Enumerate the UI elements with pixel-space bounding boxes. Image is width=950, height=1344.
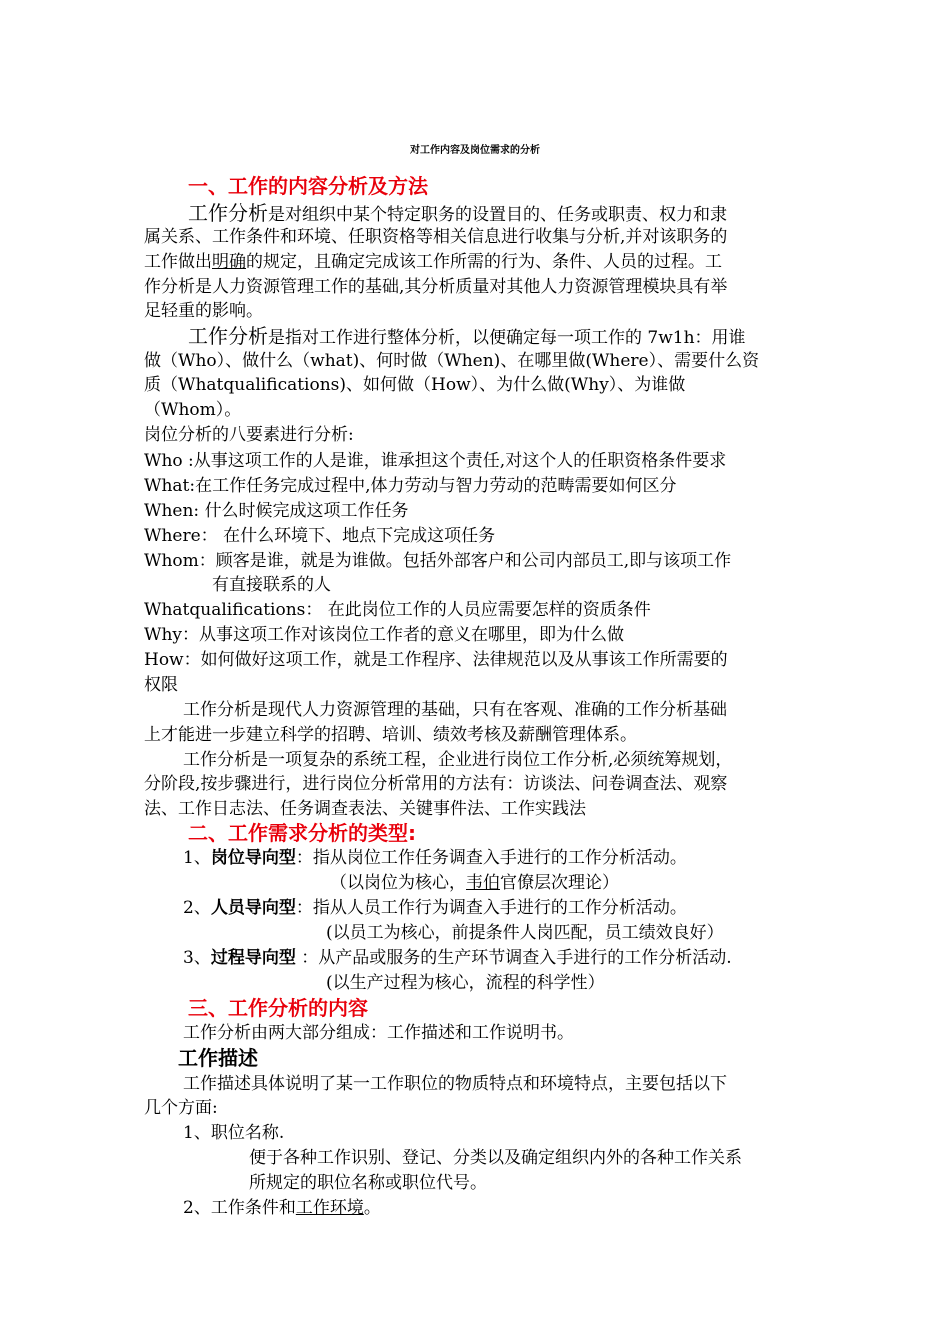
text: 工作做出 xyxy=(144,252,212,272)
section1-heading: 一、工作的内容分析及方法 xyxy=(188,174,428,198)
element-how-cont: 权限 xyxy=(144,675,178,695)
paragraph-line: 足轻重的影响。 xyxy=(144,301,263,321)
element-when: When: 什么时候完成这项工作任务 xyxy=(144,501,409,521)
sub-heading-job-description: 工作描述 xyxy=(178,1046,258,1070)
type-note: (以生产过程为核心，流程的科学性） xyxy=(326,973,605,993)
underlined-text: 明确 xyxy=(212,252,246,272)
list-item-detail: 便于各种工作识别、登记、分类以及确定组织内外的各种工作关系 xyxy=(249,1148,742,1168)
element-whatqualifications: Whatqualifications： 在此岗位工作的人员应需要怎样的资质条件 xyxy=(144,600,651,620)
text: （以岗位为核心， xyxy=(330,873,466,893)
element-where: Where： 在什么环境下、地点下完成这项任务 xyxy=(144,526,496,546)
paragraph-line: 工作描述具体说明了某一工作职位的物质特点和环境特点，主要包括以下 xyxy=(183,1074,727,1094)
paragraph-line: 质（Whatqualifications)、如何做（How）、为什么做(Why）、为谁做 xyxy=(144,375,686,395)
section2-heading: 二、工作需求分析的类型: xyxy=(188,821,416,845)
paragraph-line: 几个方面: xyxy=(144,1098,218,1118)
text: 2、工作条件和 xyxy=(183,1198,296,1218)
type-item xyxy=(183,846,687,870)
text: 是对组织中某个特定职务的设置目的、任务或职责、权力和隶 xyxy=(268,205,727,225)
paragraph-line: 法、工作日志法、任务调查表法、关键事件法、工作实践法 xyxy=(144,799,586,819)
paragraph-line xyxy=(188,324,746,350)
type-name: 过程导向型 xyxy=(210,948,296,968)
section3-heading: 三、工作分析的内容 xyxy=(188,996,368,1020)
list-item-detail: 所规定的职位名称或职位代号。 xyxy=(249,1173,487,1193)
type-note: (以员工为核心，前提条件人岗匹配，员工绩效良好） xyxy=(326,923,724,943)
section3-intro: 工作分析由两大部分组成：工作描述和工作说明书。 xyxy=(183,1023,574,1043)
element-who: Who :从事这项工作的人是谁，谁承担这个责任,对这个人的任职资格条件要求 xyxy=(144,451,727,471)
paragraph-line: 分阶段,按步骤进行，进行岗位分析常用的方法有：访谈法、问卷调查法、观察 xyxy=(144,774,728,794)
separator: ： xyxy=(295,898,313,918)
eight-elements-intro: 岗位分析的八要素进行分析: xyxy=(144,425,354,445)
item-number: 1、 xyxy=(183,848,211,868)
element-whom: Whom：顾客是谁，就是为谁做。包括外部客户和公司内部员工,即与该项工作 xyxy=(144,551,732,571)
term-lead: 工作分析 xyxy=(188,201,268,225)
paragraph-line xyxy=(144,250,722,274)
separator: ： xyxy=(295,848,313,868)
list-item: 1、职位名称. xyxy=(183,1123,285,1143)
list-item xyxy=(183,1196,381,1220)
type-description: 指从人员工作行为调查入手进行的工作分析活动。 xyxy=(312,898,687,918)
type-description: 从产品或服务的生产环节调查入手进行的工作分析活动. xyxy=(318,948,732,968)
paragraph-line: 做（Who）、做什么（what)、何时做（When)、在哪里做(Where）、需要什么资 xyxy=(144,351,760,371)
separator: ： xyxy=(295,948,319,968)
text: 官僚层次理论） xyxy=(500,873,619,893)
underlined-text: 工作环境 xyxy=(295,1198,364,1218)
element-how: How：如何做好这项工作，就是工作程序、法律规范以及从事该工作所需要的 xyxy=(144,650,728,670)
paragraph-line xyxy=(188,201,727,227)
text: 是指对工作进行整体分析，以便确定每一项工作的 7w1h：用谁 xyxy=(268,328,746,348)
underlined-text: 韦伯 xyxy=(466,873,500,893)
paragraph-line: 上才能进一步建立科学的招聘、培训、绩效考核及薪酬管理体系。 xyxy=(144,725,637,745)
type-name: 岗位导向型 xyxy=(210,848,296,868)
paragraph-line: 工作分析是现代人力资源管理的基础，只有在客观、准确的工作分析基础 xyxy=(183,700,727,720)
paragraph-line: （Whom）。 xyxy=(144,400,242,420)
page-title: 对工作内容及岗位需求的分析 xyxy=(410,145,540,156)
type-note xyxy=(330,871,619,895)
text: 的规定，且确定完成该工作所需的行为、条件、人员的过程。工 xyxy=(246,252,722,272)
paragraph-line: 属关系、工作条件和环境、任职资格等相关信息进行收集与分析,并对该职务的 xyxy=(144,227,728,247)
item-number: 3、 xyxy=(183,948,211,968)
type-name: 人员导向型 xyxy=(210,898,296,918)
term-lead: 工作分析 xyxy=(188,324,268,348)
type-description: 指从岗位工作任务调查入手进行的工作分析活动。 xyxy=(312,848,687,868)
item-number: 2、 xyxy=(183,898,211,918)
paragraph-line: 作分析是人力资源管理工作的基础,其分析质量对其他人力资源管理模块具有举 xyxy=(144,277,728,297)
text: 。 xyxy=(363,1198,381,1218)
type-item xyxy=(183,946,732,970)
element-whom-cont: 有直接联系的人 xyxy=(212,575,331,595)
element-why: Why：从事这项工作对该岗位工作者的意义在哪里，即为什么做 xyxy=(144,625,625,645)
type-item xyxy=(183,896,687,920)
element-what: What:在工作任务完成过程中,体力劳动与智力劳动的范畴需要如何区分 xyxy=(144,476,677,496)
paragraph-line: 工作分析是一项复杂的系统工程，企业进行岗位工作分析,必须统筹规划， xyxy=(183,750,733,770)
